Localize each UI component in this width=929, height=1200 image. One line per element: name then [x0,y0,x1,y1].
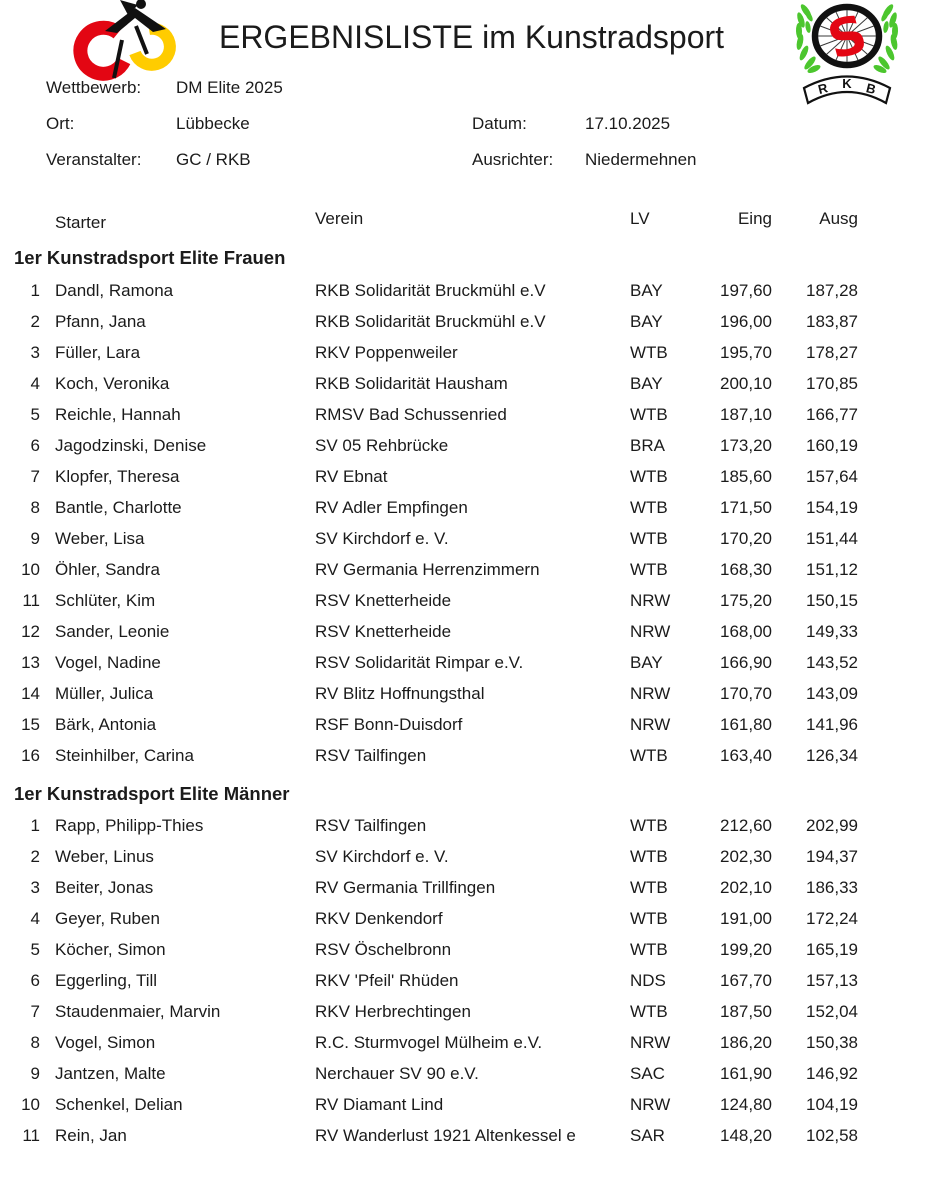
cell-starter-name: Rein, Jan [55,1125,127,1145]
cell-starter-name: Müller, Julica [55,683,154,703]
cell-verein: RV Ebnat [315,466,388,486]
table-row [0,461,858,492]
cell-rank: 9 [30,1063,40,1083]
cell-verein: RKB Solidarität Hausham [315,373,508,393]
cell-starter-name: Köcher, Simon [55,939,166,959]
cell-ausg: 143,52 [806,652,858,672]
cell-lv: WTB [630,404,668,424]
cell-verein: RMSV Bad Schussenried [315,404,507,424]
cell-eing: 187,50 [720,1001,772,1021]
table-row [0,1089,858,1120]
table-row [0,965,858,996]
cell-starter-name: Vogel, Nadine [55,652,161,672]
cell-eing: 168,00 [720,621,772,641]
meta-row-veranstalter-ausrichter [0,151,929,169]
table-row [0,841,858,872]
cell-rank: 1 [30,815,40,835]
datum-label: Datum: [472,114,527,133]
cell-lv: WTB [630,745,668,765]
table-row [0,740,858,771]
column-header-eing: Eing [737,208,772,228]
table-row [0,810,858,841]
cell-rank: 14 [21,683,40,703]
cell-lv: WTB [630,1001,668,1021]
cell-lv: NRW [630,1032,671,1052]
cell-verein: RSV Knetterheide [315,621,452,641]
cell-verein: R.C. Sturmvogel Mülheim e.V. [315,1032,543,1052]
cell-starter-name: Koch, Veronika [55,373,170,393]
section-title-maenner: 1er Kunstradsport Elite Männer [14,783,290,804]
cell-lv: NRW [630,590,671,610]
cell-ausg: 157,13 [806,970,858,990]
cell-verein: RSF Bonn-Duisdorf [315,714,463,734]
ort-value: Lübbecke [176,114,250,133]
cell-lv: NRW [630,683,671,703]
cell-rank: 4 [30,373,40,393]
cell-lv: WTB [630,815,668,835]
section-title-frauen: 1er Kunstradsport Elite Frauen [14,247,286,268]
cell-starter-name: Geyer, Ruben [55,908,160,928]
cell-ausg: 172,24 [806,908,858,928]
column-header-ausg: Ausg [819,208,858,228]
table-row [0,430,858,461]
table-row [0,678,858,709]
cell-starter-name: Reichle, Hannah [55,404,181,424]
cell-starter-name: Rapp, Philipp-Thies [55,815,204,835]
cell-lv: WTB [630,939,668,959]
cell-ausg: 141,96 [806,714,858,734]
cell-starter-name: Beiter, Jonas [55,877,154,897]
cell-lv: BAY [630,311,663,331]
cell-rank: 11 [22,1125,40,1145]
cell-starter-name: Pfann, Jana [55,311,146,331]
table-row [0,996,858,1027]
table-row [0,337,858,368]
cell-verein: RKB Solidarität Bruckmühl e.V [315,311,546,331]
cell-ausg: 186,33 [806,877,858,897]
cell-ausg: 178,27 [806,342,858,362]
cell-eing: 185,60 [720,466,772,486]
cell-lv: NRW [630,714,671,734]
cell-verein: RKB Solidarität Bruckmühl e.V [315,280,546,300]
cell-ausg: 194,37 [806,846,858,866]
cell-rank: 5 [30,404,40,424]
cell-lv: WTB [630,466,668,486]
table-row [0,709,858,740]
cell-verein: RSV Tailfingen [315,745,427,765]
cell-lv: BRA [630,435,665,455]
cell-eing: 187,10 [720,404,772,424]
cell-starter-name: Weber, Lisa [55,528,145,548]
cell-ausg: 143,09 [806,683,858,703]
cell-starter-name: Bärk, Antonia [55,714,157,734]
table-row [0,1120,858,1151]
cell-starter-name: Schenkel, Delian [55,1094,183,1114]
cell-ausg: 126,34 [806,745,858,765]
cell-eing: 212,60 [720,815,772,835]
cell-eing: 173,20 [720,435,772,455]
cell-lv: BAY [630,280,663,300]
cell-verein: RV Germania Trillfingen [315,877,496,897]
cell-eing: 175,20 [720,590,772,610]
cell-eing: 167,70 [720,970,772,990]
cell-lv: WTB [630,908,668,928]
cell-ausg: 102,58 [806,1125,858,1145]
ort-label: Ort: [46,114,75,133]
meta-row-ort-datum [0,115,929,133]
cell-rank: 10 [21,1094,40,1114]
cell-eing: 191,00 [720,908,772,928]
cell-eing: 202,10 [720,877,772,897]
cell-verein: RSV Tailfingen [315,815,427,835]
cell-rank: 1 [30,280,40,300]
cell-lv: WTB [630,497,668,517]
cell-lv: WTB [630,846,668,866]
table-row [0,872,858,903]
results-women [0,275,858,771]
cell-ausg: 154,19 [806,497,858,517]
table-row [0,275,858,306]
cell-verein: SV Kirchdorf e. V. [315,846,449,866]
cell-ausg: 160,19 [806,435,858,455]
cell-rank: 16 [21,745,40,765]
cell-ausg: 187,28 [806,280,858,300]
cell-lv: WTB [630,528,668,548]
cell-starter-name: Vogel, Simon [55,1032,156,1052]
cell-verein: RKV 'Pfeil' Rhüden [315,970,459,990]
cell-starter-name: Dandl, Ramona [55,280,174,300]
cell-rank: 9 [30,528,40,548]
cell-lv: WTB [630,342,668,362]
cell-eing: 186,20 [720,1032,772,1052]
table-row [0,399,858,430]
results-men [0,810,858,1151]
cell-rank: 5 [30,939,40,959]
cell-starter-name: Jagodzinski, Denise [55,435,207,455]
cell-verein: RV Blitz Hoffnungsthal [315,683,485,703]
veranstalter-value: GC / RKB [176,150,251,169]
cell-verein: RSV Knetterheide [315,590,452,610]
cell-eing: 166,90 [720,652,772,672]
cell-lv: NDS [630,970,666,990]
cell-eing: 195,70 [720,342,772,362]
cell-starter-name: Füller, Lara [55,342,141,362]
cell-rank: 12 [21,621,40,641]
meta-row-wettbewerb [0,79,929,97]
cell-rank: 13 [21,652,40,672]
cell-verein: RKV Herbrechtingen [315,1001,471,1021]
cell-rank: 2 [30,311,40,331]
cell-ausg: 149,33 [806,621,858,641]
cell-starter-name: Klopfer, Theresa [55,466,180,486]
cell-ausg: 150,38 [806,1032,858,1052]
cell-rank: 8 [30,1032,40,1052]
cell-verein: Nerchauer SV 90 e.V. [315,1063,479,1083]
cell-starter-name: Jantzen, Malte [55,1063,166,1083]
cell-rank: 7 [30,1001,40,1021]
rkb-banner-letter-r: R [816,80,830,98]
cell-lv: NRW [630,1094,671,1114]
cell-lv: WTB [630,877,668,897]
cell-starter-name: Eggerling, Till [55,970,158,990]
cell-starter-name: Weber, Linus [55,846,154,866]
column-header-verein: Verein [315,208,364,228]
cell-rank: 4 [30,908,40,928]
wettbewerb-value: DM Elite 2025 [176,78,283,97]
cell-starter-name: Öhler, Sandra [55,559,160,579]
cell-eing: 161,90 [720,1063,772,1083]
cell-eing: 161,80 [720,714,772,734]
cell-rank: 7 [30,466,40,486]
cell-eing: 202,30 [720,846,772,866]
cell-lv: BAY [630,373,663,393]
cell-eing: 171,50 [720,497,772,517]
cell-eing: 124,80 [720,1094,772,1114]
cell-rank: 6 [30,970,40,990]
cell-starter-name: Steinhilber, Carina [55,745,194,765]
veranstalter-label: Veranstalter: [46,150,142,169]
table-row [0,1027,858,1058]
cell-verein: RKV Poppenweiler [315,342,458,362]
cell-ausg: 202,99 [806,815,858,835]
rkb-banner-letter-b: B [864,80,878,98]
cell-verein: RV Diamant Lind [315,1094,444,1114]
cell-ausg: 146,92 [806,1063,858,1083]
cell-lv: NRW [630,621,671,641]
cell-verein: RSV Solidarität Rimpar e.V. [315,652,524,672]
cell-lv: SAC [630,1063,665,1083]
cell-verein: RV Wanderlust 1921 Altenkessel e [315,1125,576,1145]
cell-rank: 8 [30,497,40,517]
cell-ausg: 157,64 [806,466,858,486]
cell-ausg: 166,77 [806,404,858,424]
cell-starter-name: Schlüter, Kim [55,590,156,610]
rkb-banner-letter-k: K [842,76,852,91]
cell-eing: 170,20 [720,528,772,548]
cell-ausg: 152,04 [806,1001,858,1021]
table-row [0,523,858,554]
cell-lv: WTB [630,559,668,579]
cell-ausg: 151,12 [806,559,858,579]
cell-ausg: 150,15 [806,590,858,610]
cell-eing: 199,20 [720,939,772,959]
table-row [0,368,858,399]
column-header-starter: Starter [55,212,107,232]
cell-rank: 6 [30,435,40,455]
table-row [0,1058,858,1089]
cell-verein: RV Germania Herrenzimmern [315,559,540,579]
cell-starter-name: Sander, Leonie [55,621,170,641]
table-row [0,934,858,965]
table-row [0,554,858,585]
column-header-lv: LV [630,208,650,228]
rkb-s-letter: S [821,4,874,72]
cell-verein: RKV Denkendorf [315,908,443,928]
cell-rank: 10 [21,559,40,579]
cell-lv: BAY [630,652,663,672]
table-row [0,647,858,678]
cell-verein: SV Kirchdorf e. V. [315,528,449,548]
cell-ausg: 151,44 [806,528,858,548]
table-header-row [0,203,858,234]
cell-verein: SV 05 Rehbrücke [315,435,449,455]
cell-eing: 197,60 [720,280,772,300]
wettbewerb-label: Wettbewerb: [46,78,142,97]
cell-eing: 163,40 [720,745,772,765]
table-row [0,306,858,337]
cell-eing: 196,00 [720,311,772,331]
cell-ausg: 183,87 [806,311,858,331]
cell-verein: RSV Öschelbronn [315,939,452,959]
table-row [0,585,858,616]
cell-eing: 168,30 [720,559,772,579]
page-title: ERGEBNISLISTE im Kunstradsport [218,19,725,55]
cell-rank: 15 [21,714,40,734]
cell-eing: 148,20 [720,1125,772,1145]
ausrichter-value: Niedermehnen [585,150,697,169]
cell-ausg: 170,85 [806,373,858,393]
cell-rank: 3 [30,342,40,362]
datum-value: 17.10.2025 [585,114,671,133]
cell-rank: 3 [30,877,40,897]
cell-eing: 170,70 [720,683,772,703]
cell-starter-name: Staudenmaier, Marvin [55,1001,221,1021]
cell-ausg: 104,19 [806,1094,858,1114]
cell-eing: 200,10 [720,373,772,393]
cell-ausg: 165,19 [806,939,858,959]
table-row [0,903,858,934]
table-row [0,492,858,523]
cell-verein: RV Adler Empfingen [315,497,468,517]
cell-rank: 2 [30,846,40,866]
ausrichter-label: Ausrichter: [472,150,554,169]
cell-lv: SAR [630,1125,665,1145]
cell-rank: 11 [22,590,40,610]
table-row [0,616,858,647]
cell-starter-name: Bantle, Charlotte [55,497,182,517]
